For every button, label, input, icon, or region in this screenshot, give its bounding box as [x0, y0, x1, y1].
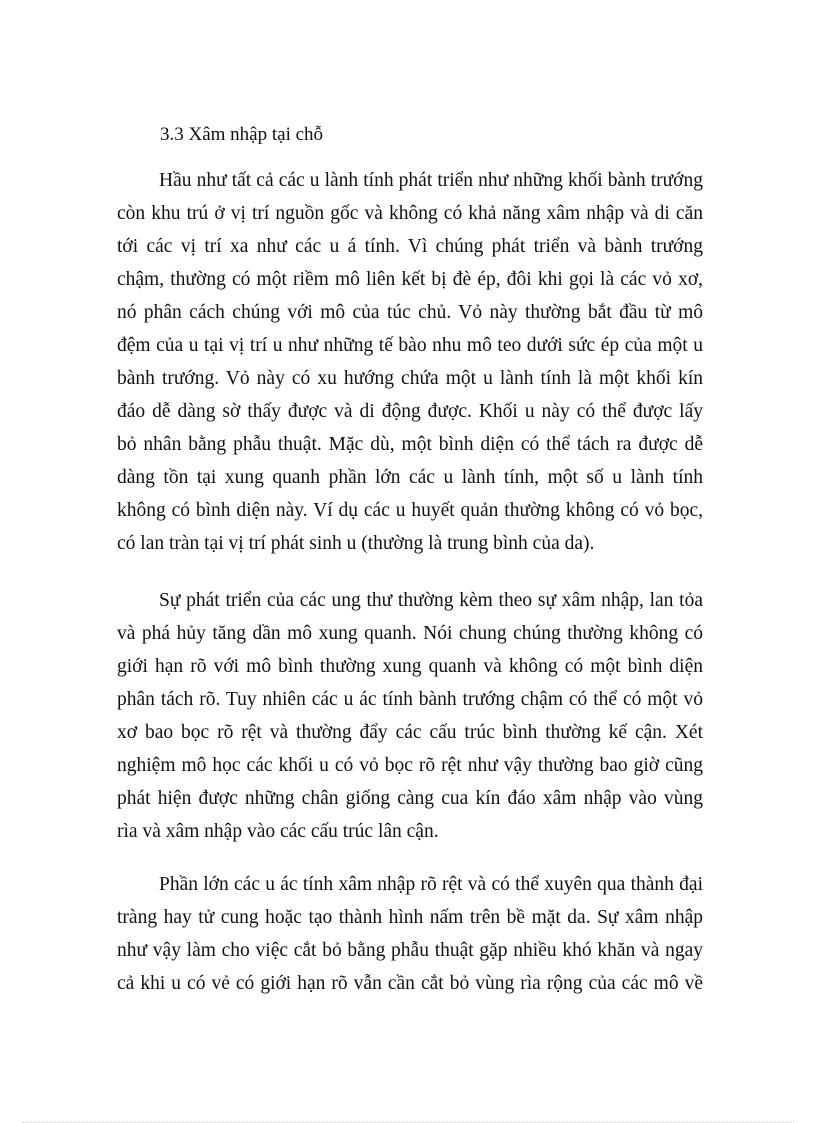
paragraph-line: giới hạn rõ với mô bình thường xung quanh và không có một bình diện [117, 656, 703, 677]
paragraph-line: còn khu trú ở vị trí nguồn gốc và không có khả năng xâm nhập và di căn [117, 203, 703, 224]
paragraph-line: xơ bao bọc rõ rệt và thường đẩy các cấu trúc bình thường kế cận. Xét [117, 722, 703, 743]
paragraph-line: chậm, thường có một riềm mô liên kết bị đè ép, đôi khi gọi là các vỏ xơ, [117, 269, 703, 290]
paragraph-line: không có bình diện này. Ví dụ các u huyết quản thường không có vỏ bọc, [117, 500, 703, 521]
paragraph-1 [117, 164, 703, 560]
paragraph-line: Sự phát triển của các ung thư thường kèm theo sự xâm nhập, lan tỏa [159, 590, 703, 611]
paragraph-line: cả khi u có vẻ có giới hạn rõ vẫn cần cắt bỏ vùng rìa rộng của các mô về [117, 973, 703, 994]
paragraph-line: Phần lớn các u ác tính xâm nhập rõ rệt và có thể xuyên qua thành đại [159, 874, 703, 895]
paragraph-line: và phá hủy tăng dần mô xung quanh. Nói chung chúng thường không có [117, 623, 703, 644]
paragraph-line: bành trướng. Vỏ này có xu hướng chứa một u lành tính là một khối kín [117, 368, 703, 389]
paragraph-line: đệm của u tại vị trí u như những tế bào nhu mô teo dưới sức ép của một u [117, 335, 703, 356]
paragraph-3 [117, 868, 703, 1000]
paragraph-line: có lan tràn tại vị trí phát sinh u (thường là trung bình của da). [117, 533, 595, 554]
paragraph-line: phát hiện được những chân giống càng cua kín đáo xâm nhập vào vùng [117, 788, 703, 809]
paragraph-line: tới các vị trí xa như các u á tính. Vì chúng phát triển và bành trướng [117, 236, 703, 257]
paragraph-line: như vậy làm cho việc cắt bỏ bằng phẫu thuật gặp nhiều khó khăn và ngay [117, 940, 703, 961]
section-heading: 3.3 Xâm nhập tại chỗ [160, 124, 324, 145]
paragraph-2 [117, 584, 703, 848]
paragraph-line: nghiệm mô học các khối u có vỏ bọc rõ rệt như vậy thường bao giờ cũng [117, 755, 703, 776]
paragraph-line: bỏ nhân bằng phẫu thuật. Mặc dù, một bình diện có thể tách ra được dễ [117, 434, 703, 455]
paragraph-line: Hầu như tất cả các u lành tính phát triển như những khối bành trướng [159, 170, 703, 191]
paragraph-line: nó phân cách chúng với mô của túc chủ. Vỏ này thường bắt đầu từ mô [117, 302, 703, 323]
paragraph-line: phân tách rõ. Tuy nhiên các u ác tính bành trướng chậm có thể có một vỏ [117, 689, 703, 710]
paragraph-line: đáo dễ dàng sờ thấy được và di động được. Khối u này có thể được lấy [117, 401, 703, 422]
paragraph-line: dàng tồn tại xung quanh phần lớn các u lành tính, một số u lành tính [117, 467, 703, 488]
paragraph-line: tràng hay tử cung hoặc tạo thành hình nấm trên bề mặt da. Sự xâm nhập [117, 907, 703, 928]
paragraph-line: rìa và xâm nhập vào các cấu trúc lân cận. [117, 821, 439, 842]
